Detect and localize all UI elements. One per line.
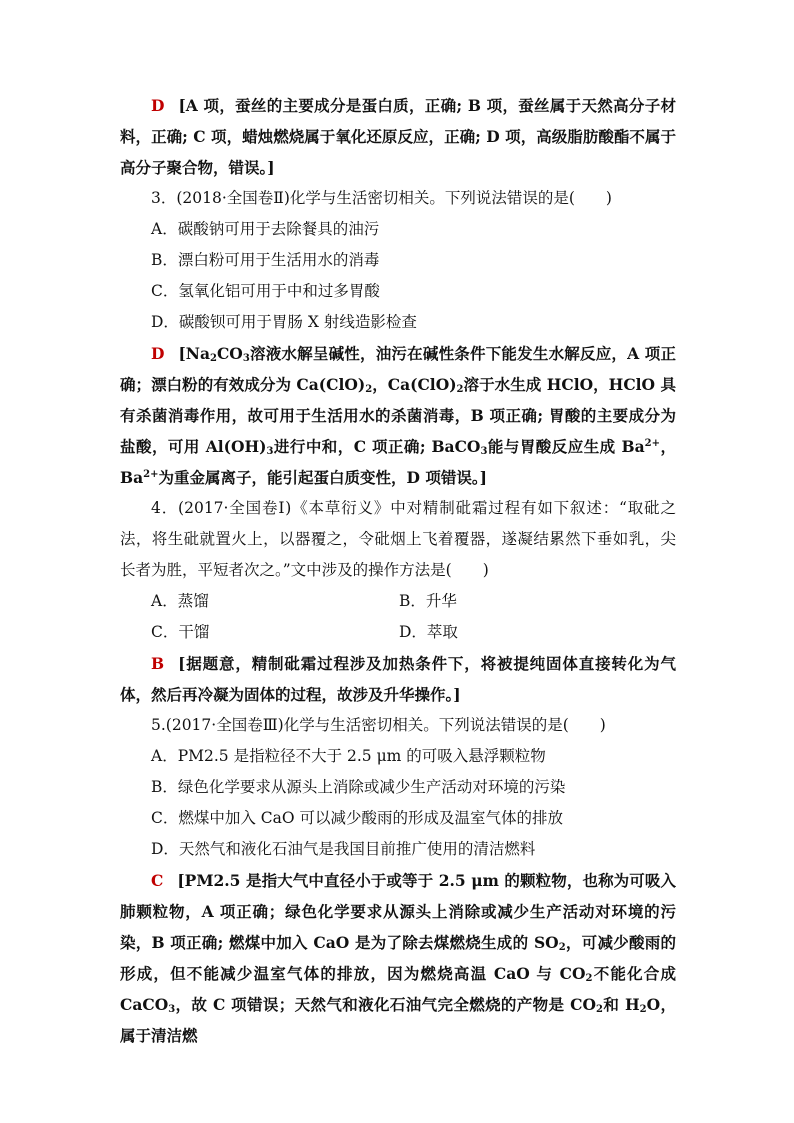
subscript: 3 bbox=[480, 446, 488, 457]
text-run: [Na bbox=[178, 344, 210, 363]
subscript: 2 bbox=[596, 1004, 603, 1015]
q4-option-c: C．干馏 bbox=[151, 623, 210, 641]
answer-letter: B bbox=[151, 654, 165, 673]
answer-text: [A 项，蚕丝的主要成分是蛋白质，正确; B 项，蚕丝属于天然高分子材料，正确; C 项，蜡烛燃烧属于氧化还原反应，正确; D 项，高级脂肪酸酯不属于高分子聚合物，错误。] bbox=[120, 96, 676, 177]
answer-letter: D bbox=[151, 344, 165, 363]
text-run: 进行中和，C 项正确; BaCO bbox=[273, 437, 481, 456]
q5-option-b: B．绿色化学要求从源头上消除或减少生产活动对环境的污染 bbox=[151, 778, 566, 796]
question-4-stem: 4．(2017·全国卷Ⅰ)《本草衍义》中对精制砒霜过程有如下叙述：“取砒之法，将生砒就置火上，以器覆之，令砒烟上飞着覆器，遂凝结累然下垂如乳，尖长者为胜，平短者次之。”文中涉及的操作方法是( ) bbox=[120, 499, 676, 579]
answer-letter: D bbox=[151, 96, 165, 115]
subscript: 2 bbox=[585, 973, 593, 984]
answer-text: [据题意，精制砒霜过程涉及加热条件下，将被提纯固体直接转化为气体，然后再冷凝为固体的过程，故涉及升华操作。] bbox=[120, 654, 676, 704]
q4-option-b: B．升华 bbox=[399, 592, 457, 610]
text-run: [PM2.5 是指大气中直径小于或等于 2.5 μm 的颗粒物，也称为可吸入肺颗粒物，A 项正确；绿色化学要求从源头上消除或减少生产活动对环境的污染，B 项正确; 燃煤中加入 CaO 是为了除去煤燃烧生成的 SO bbox=[120, 871, 676, 952]
text-run: 和 H bbox=[602, 995, 640, 1014]
q3-option-b: B．漂白粉可用于生活用水的消毒 bbox=[151, 251, 380, 269]
subscript: 3 bbox=[242, 353, 250, 364]
page-content bbox=[120, 90, 676, 1051]
text-run: ，Ba bbox=[120, 437, 676, 487]
subscript: 3 bbox=[266, 446, 274, 457]
subscript: 3 bbox=[168, 1004, 176, 1015]
answer-explanation-q4 bbox=[120, 648, 676, 710]
q5-option-d: D．天然气和液化石油气是我国目前推广使用的清洁燃料 bbox=[151, 840, 536, 858]
text-run: 为重金属离子，能引起蛋白质变性，D 项错误。] bbox=[158, 468, 487, 487]
text-run: ，故 C 项错误；天然气和液化石油气完全燃烧的产物是 CO bbox=[175, 995, 597, 1014]
superscript: 2+ bbox=[644, 438, 660, 449]
subscript: 2 bbox=[456, 384, 464, 395]
answer-explanation-q5 bbox=[120, 865, 676, 1051]
q3-option-a: A．碳酸钠可用于去除餐具的油污 bbox=[151, 220, 380, 238]
q5-option-c: C．燃煤中加入 CaO 可以减少酸雨的形成及温室气体的排放 bbox=[151, 809, 564, 827]
text-run: 不能化合成 CaCO bbox=[120, 964, 676, 1014]
q5-option-a: A．PM2.5 是指粒径不大于 2.5 μm 的可吸入悬浮颗粒物 bbox=[151, 747, 546, 765]
superscript: 2+ bbox=[143, 469, 159, 480]
q4-option-a: A．蒸馏 bbox=[151, 592, 209, 610]
text-run: O，属于清洁燃 bbox=[120, 995, 676, 1045]
answer-explanation-q2 bbox=[120, 90, 676, 183]
subscript: 2 bbox=[365, 384, 373, 395]
text-run: ，可减少酸雨的形成，但不能减少温室气体的排放，因为燃烧高温 CaO 与 CO bbox=[120, 933, 676, 983]
text-run: 能与胃酸反应生成 Ba bbox=[487, 437, 645, 456]
q4-options-row-1 bbox=[120, 586, 676, 617]
question-3-stem: 3．(2018·全国卷Ⅱ)化学与生活密切相关。下列说法错误的是( ) bbox=[151, 189, 612, 207]
text-run: 溶液水解呈碱性，油污在碱性条件下能发生水解反应，A 项正确；漂白粉的有效成分为 Ca(ClO) bbox=[120, 344, 676, 394]
text-run: CO bbox=[216, 344, 243, 363]
question-5-stem: 5.(2017·全国卷Ⅲ)化学与生活密切相关。下列说法错误的是( ) bbox=[151, 716, 606, 734]
q3-option-c: C．氢氧化铝可用于中和过多胃酸 bbox=[151, 282, 380, 300]
answer-letter: C bbox=[151, 871, 164, 890]
subscript: 2 bbox=[558, 942, 566, 953]
answer-explanation-q3 bbox=[120, 338, 676, 493]
subscript: 2 bbox=[210, 353, 217, 364]
q4-options-row-2 bbox=[120, 617, 676, 648]
text-run: 溶于水生成 HClO，HClO 具有杀菌消毒作用，故可用于生活用水的杀菌消毒，B 项正确; 胃酸的主要成分为盐酸，可用 Al(OH) bbox=[120, 375, 676, 456]
q3-option-d: D．碳酸钡可用于胃肠 X 射线造影检查 bbox=[151, 313, 417, 331]
text-run: ，Ca(ClO) bbox=[372, 375, 457, 394]
subscript: 2 bbox=[639, 1004, 647, 1015]
q4-option-d: D．萃取 bbox=[399, 623, 458, 641]
